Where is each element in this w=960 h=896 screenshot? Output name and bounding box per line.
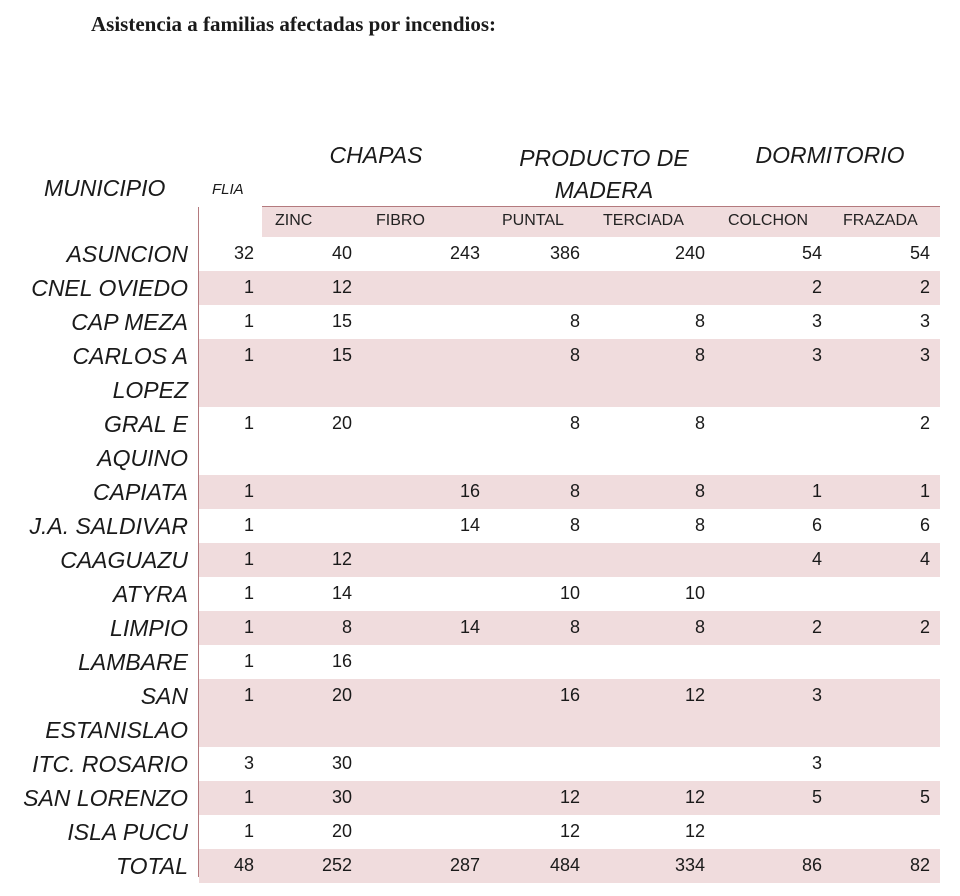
- subheader-frazada: FRAZADA: [843, 212, 918, 229]
- puntal-cell: 484: [549, 855, 580, 875]
- table-row: [0, 611, 940, 645]
- colchon-cell: 1: [811, 481, 822, 501]
- terciada-cell: 8: [694, 311, 705, 331]
- municipio-line: GRAL E: [104, 411, 188, 437]
- table-row: [0, 271, 940, 305]
- zinc-cell: 15: [331, 311, 352, 331]
- zinc-cell: 252: [321, 855, 352, 875]
- municipio-line: LAMBARE: [78, 649, 188, 675]
- subheader-band: [262, 207, 940, 237]
- municipio-cell: [93, 475, 188, 509]
- zinc-cell: 15: [331, 345, 352, 365]
- table-row: [0, 475, 940, 509]
- municipio-line: ASUNCION: [66, 241, 188, 267]
- flia-cell: 32: [233, 243, 254, 263]
- colchon-cell: 3: [811, 345, 822, 365]
- puntal-cell: 8: [569, 617, 580, 637]
- terciada-cell: 10: [684, 583, 705, 603]
- municipio-line: TOTAL: [116, 853, 188, 879]
- table-row: [0, 509, 940, 543]
- flia-cell: 1: [243, 413, 254, 433]
- fibro-cell: 16: [459, 481, 480, 501]
- municipio-line: J.A. SALDIVAR: [29, 513, 188, 539]
- subheader-zinc: ZINC: [275, 212, 313, 229]
- puntal-cell: 12: [559, 787, 580, 807]
- frazada-cell: 6: [919, 515, 930, 535]
- colchon-cell: 3: [811, 685, 822, 705]
- zinc-cell: 20: [331, 685, 352, 705]
- table-row: [0, 543, 940, 577]
- table-row: [0, 407, 940, 475]
- frazada-cell: 1: [919, 481, 930, 501]
- terciada-cell: 8: [694, 617, 705, 637]
- puntal-cell: 8: [569, 311, 580, 331]
- puntal-cell: 386: [549, 243, 580, 263]
- colchon-cell: 5: [811, 787, 822, 807]
- terciada-cell: 240: [674, 243, 705, 263]
- total-row: [0, 849, 940, 883]
- puntal-cell: 8: [569, 413, 580, 433]
- fibro-cell: 14: [459, 515, 480, 535]
- flia-cell: 1: [243, 549, 254, 569]
- municipio-line: CAP MEZA: [71, 309, 188, 335]
- municipio-line: ESTANISLAO: [45, 717, 188, 743]
- frazada-cell: 4: [919, 549, 930, 569]
- municipio-line: CAAGUAZU: [60, 547, 188, 573]
- flia-cell: 1: [243, 821, 254, 841]
- zinc-cell: 8: [341, 617, 352, 637]
- terciada-cell: 12: [684, 787, 705, 807]
- municipio-cell: [110, 611, 188, 645]
- terciada-cell: 8: [694, 345, 705, 365]
- flia-cell: 1: [243, 685, 254, 705]
- table-row: [0, 679, 940, 747]
- terciada-cell: 8: [694, 481, 705, 501]
- colchon-cell: 6: [811, 515, 822, 535]
- document-title: Asistencia a familias afectadas por incendios:: [91, 12, 497, 36]
- table-row: [0, 577, 940, 611]
- header-producto-de-madera: [495, 142, 713, 206]
- municipio-cell: [97, 407, 188, 475]
- municipio-cell: [45, 679, 188, 747]
- zinc-cell: 12: [331, 549, 352, 569]
- terciada-cell: 8: [694, 413, 705, 433]
- colchon-cell: 2: [811, 277, 822, 297]
- frazada-cell: 82: [909, 855, 930, 875]
- terciada-cell: 12: [684, 821, 705, 841]
- header-chapas: CHAPAS: [329, 142, 423, 168]
- colchon-cell: 3: [811, 311, 822, 331]
- table-row: [0, 781, 940, 815]
- table-row: [0, 339, 940, 407]
- municipio-line: SAN LORENZO: [23, 785, 188, 811]
- flia-cell: 48: [233, 855, 254, 875]
- zinc-cell: 20: [331, 413, 352, 433]
- flia-cell: 1: [243, 617, 254, 637]
- municipio-cell: [113, 577, 188, 611]
- flia-cell: 1: [243, 345, 254, 365]
- municipio-line: LOPEZ: [112, 377, 188, 403]
- colchon-cell: 86: [801, 855, 822, 875]
- puntal-cell: 16: [559, 685, 580, 705]
- header-dormitorio: DORMITORIO: [755, 142, 905, 168]
- municipio-cell: [32, 747, 188, 781]
- header-flia: FLIA: [212, 181, 244, 198]
- fibro-cell: 243: [449, 243, 480, 263]
- municipio-cell: [60, 543, 188, 577]
- municipio-line: CNEL OVIEDO: [31, 275, 188, 301]
- municipio-cell: [78, 645, 188, 679]
- flia-cell: 1: [243, 277, 254, 297]
- flia-cell: 1: [243, 311, 254, 331]
- municipio-line: ATYRA: [113, 581, 188, 607]
- frazada-cell: 3: [919, 311, 930, 331]
- municipio-cell: [29, 509, 188, 543]
- municipio-line: SAN: [140, 683, 188, 709]
- municipio-line: CARLOS A: [72, 343, 188, 369]
- subheader-colchon: COLCHON: [728, 212, 809, 229]
- fibro-cell: 14: [459, 617, 480, 637]
- municipio-line: LIMPIO: [110, 615, 188, 641]
- colchon-cell: 2: [811, 617, 822, 637]
- municipio-cell: [116, 849, 188, 883]
- colchon-cell: 3: [811, 753, 822, 773]
- frazada-cell: 5: [919, 787, 930, 807]
- zinc-cell: 30: [331, 787, 352, 807]
- table-row: [0, 237, 940, 271]
- flia-cell: 1: [243, 651, 254, 671]
- flia-cell: 1: [243, 787, 254, 807]
- terciada-cell: 8: [694, 515, 705, 535]
- header-rule: [262, 206, 940, 207]
- municipio-line: ISLA PUCU: [67, 819, 188, 845]
- table-row: [0, 747, 940, 781]
- terciada-cell: 334: [674, 855, 705, 875]
- flia-cell: 3: [243, 753, 254, 773]
- header-municipio: MUNICIPIO: [44, 175, 166, 201]
- municipio-cell: [23, 781, 188, 815]
- zinc-cell: 20: [331, 821, 352, 841]
- fibro-cell: 287: [449, 855, 480, 875]
- table-row: [0, 645, 940, 679]
- municipio-cell: [73, 339, 188, 407]
- puntal-cell: 8: [569, 345, 580, 365]
- flia-cell: 1: [243, 515, 254, 535]
- zinc-cell: 30: [331, 753, 352, 773]
- puntal-cell: 8: [569, 515, 580, 535]
- terciada-cell: 12: [684, 685, 705, 705]
- subheader-puntal: PUNTAL: [502, 212, 564, 229]
- table-row: [0, 815, 940, 849]
- municipio-cell: [67, 815, 188, 849]
- puntal-cell: 12: [559, 821, 580, 841]
- municipio-line: ITC. ROSARIO: [32, 751, 188, 777]
- frazada-cell: 2: [919, 413, 930, 433]
- subheader-fibro: FIBRO: [376, 212, 425, 229]
- subheader-terciada: TERCIADA: [603, 212, 684, 229]
- puntal-cell: 10: [559, 583, 580, 603]
- municipio-line: AQUINO: [97, 445, 188, 471]
- municipio-cell: [31, 271, 188, 305]
- colchon-cell: 4: [811, 549, 822, 569]
- frazada-cell: 2: [919, 617, 930, 637]
- zinc-cell: 12: [331, 277, 352, 297]
- colchon-cell: 54: [801, 243, 822, 263]
- municipio-line: CAPIATA: [93, 479, 188, 505]
- frazada-cell: 54: [909, 243, 930, 263]
- header-producto-line1: PRODUCTO DE: [519, 145, 689, 171]
- flia-cell: 1: [243, 583, 254, 603]
- header-producto-line2: MADERA: [554, 177, 654, 203]
- frazada-cell: 3: [919, 345, 930, 365]
- assistance-table: [0, 237, 940, 883]
- frazada-cell: 2: [919, 277, 930, 297]
- zinc-cell: 14: [331, 583, 352, 603]
- table-row: [0, 305, 940, 339]
- zinc-cell: 16: [331, 651, 352, 671]
- puntal-cell: 8: [569, 481, 580, 501]
- flia-cell: 1: [243, 481, 254, 501]
- municipio-cell: [67, 237, 188, 271]
- zinc-cell: 40: [331, 243, 352, 263]
- municipio-cell: [71, 305, 188, 339]
